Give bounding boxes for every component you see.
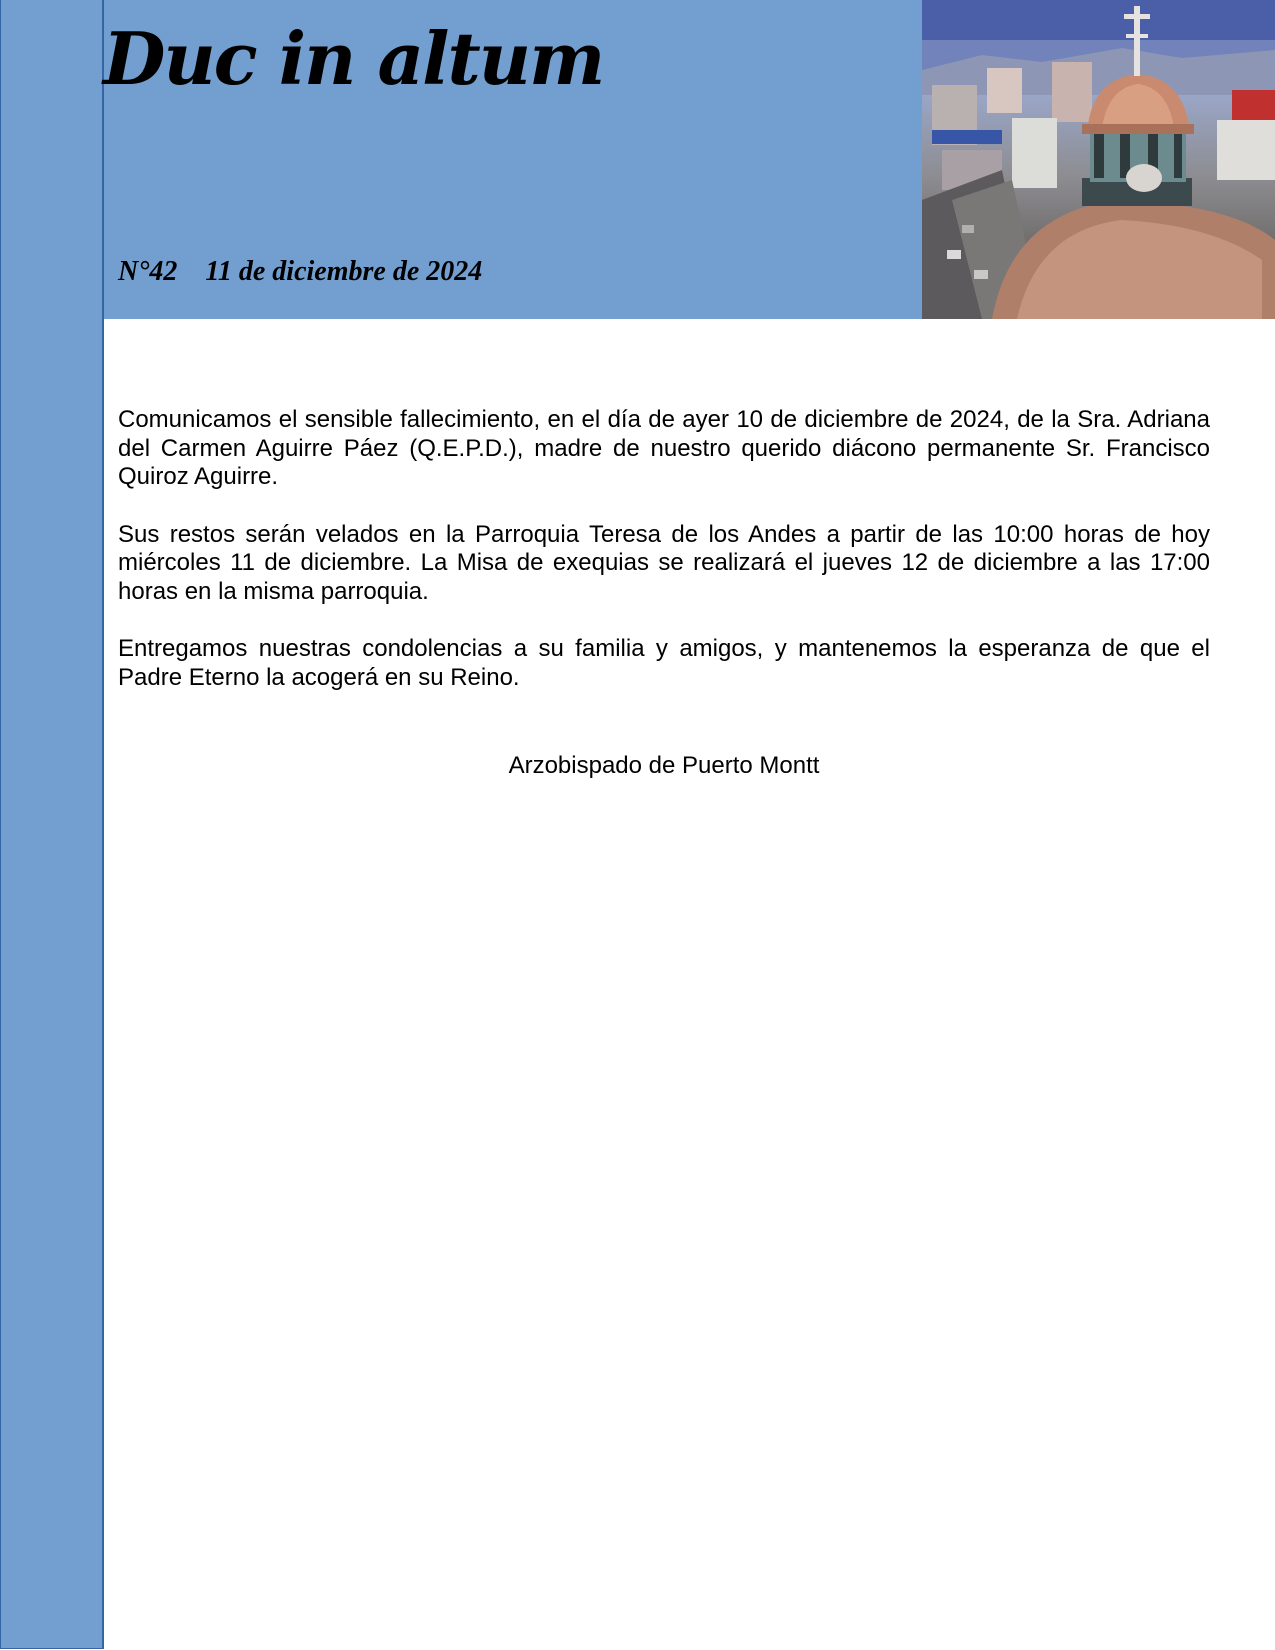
notice-body	[118, 406, 1210, 721]
left-sidebar-band	[0, 0, 104, 1649]
issue-number: N°42	[118, 256, 178, 287]
notice-paragraph: Entregamos nuestras condolencias a su familia y amigos, y mantenemos la esperanza de que el Padre Eterno la acogerá en su Reino.	[118, 635, 1210, 691]
notice-paragraph: Comunicamos el sensible fallecimiento, en el día de ayer 10 de diciembre de 2024, de la Sra. Adriana del Carmen Aguirre Páez (Q.E.P.D.), madre de nuestro querido diácono permanente Sr. Francisco Quiroz Aguirre.	[118, 406, 1210, 490]
issue-date: 11 de diciembre de 2024	[205, 256, 483, 287]
notice-paragraph: Sus restos serán velados en la Parroquia Teresa de los Andes a partir de las 10:00 horas de hoy miércoles 11 de diciembre. La Misa de exequias se realizará el jueves 12 de diciembre a las 17:00 horas en la misma parroquia.	[118, 520, 1210, 605]
church-dome-illustration	[922, 0, 1275, 319]
church-dome-photo	[922, 0, 1275, 319]
masthead-title: Duc in altum	[103, 16, 604, 101]
signature: Arzobispado de Puerto Montt	[508, 752, 820, 779]
issue-line	[118, 252, 482, 292]
